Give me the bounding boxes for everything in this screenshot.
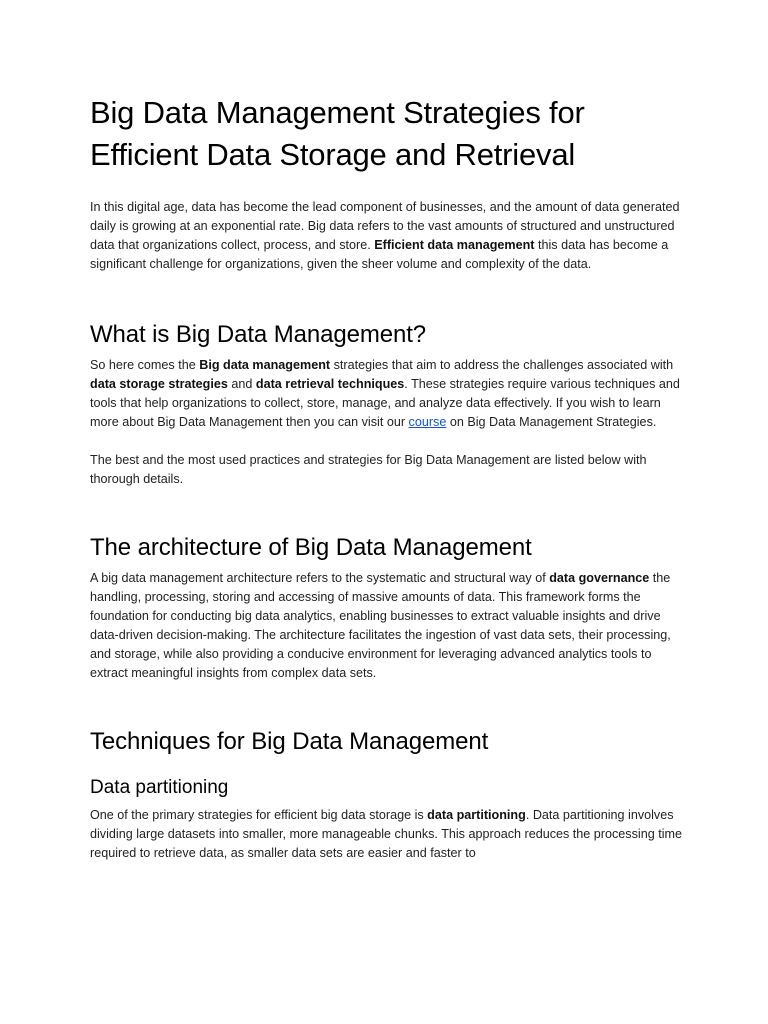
document-page: [90, 92, 682, 863]
what-text-1: So here comes the: [90, 358, 200, 372]
heading-architecture: The architecture of Big Data Management: [90, 534, 532, 561]
what-bold-big-data-management: Big data management: [199, 358, 331, 372]
what-text-5: on Big Data Management Strategies.: [446, 415, 657, 429]
section-techniques: [90, 727, 682, 863]
intro-paragraph: [90, 198, 682, 274]
intro-text-1: In this digital age, data has become the lead component of businesses, and the amount of data generated daily is growing at an exponential rate. Big data refers to the vast amounts of structured and unstructured data that organizations collect, process, and store.: [90, 200, 680, 252]
subsection-data-partitioning: [90, 776, 682, 863]
section-what-is: [90, 320, 682, 489]
intro-bold-efficient-data-management: Efficient data management: [374, 238, 535, 252]
intro-text-2: this data has become a significant challenge for organizations, given the sheer volume and complexity of the data.: [90, 238, 669, 271]
what-bold-data-storage-strategies: data storage strategies: [90, 377, 228, 391]
architecture-text-1: A big data management architecture refers to the systematic and structural way of: [90, 571, 550, 585]
section-architecture: [90, 533, 682, 683]
partitioning-text-1: One of the primary strategies for efficient big data storage is: [90, 808, 428, 822]
document-title: Big Data Management Strategies for Efficient Data Storage and Retrieval: [90, 95, 585, 172]
heading-data-partitioning: Data partitioning: [90, 777, 229, 798]
course-link[interactable]: course: [408, 415, 447, 429]
architecture-paragraph: [90, 569, 682, 683]
heading-what-is-big-data-management: What is Big Data Management?: [90, 321, 427, 348]
heading-techniques: Techniques for Big Data Management: [90, 728, 489, 755]
architecture-text-2: the handling, processing, storing and accessing of massive amounts of data. This framework forms the foundation for conducting big data analytics, enabling businesses to extract valuable insights and drive data-driven decision-making. The architecture facilitates the ingestion of vast data sets, their processing, and storage, while also providing a conducive environment for leveraging advanced analytics tools to extract meaningful insights from complex data sets.: [90, 571, 671, 680]
what-paragraph-1: [90, 356, 682, 432]
partitioning-text-2: . Data partitioning involves dividing large datasets into smaller, more manageable chunks. This approach reduces the processing time required to retrieve data, as smaller data sets are easier and faster to: [90, 808, 682, 860]
what-text-2: strategies that aim to address the challenges associated with: [330, 358, 674, 372]
partitioning-paragraph: [90, 806, 682, 863]
what-bold-data-retrieval-techniques: data retrieval techniques: [255, 377, 405, 391]
partitioning-bold-data-partitioning: data partitioning: [427, 808, 526, 822]
what-text-3: and: [227, 377, 256, 391]
what-paragraph-2: The best and the most used practices and strategies for Big Data Management are listed below with thorough details.: [90, 453, 647, 486]
what-text-4: . These strategies require various techniques and tools that help organizations to collect, store, manage, and analyze data effectively. If you wish to learn more about Big Data Management then you can visit our: [90, 377, 680, 429]
architecture-bold-data-governance: data governance: [549, 571, 650, 585]
